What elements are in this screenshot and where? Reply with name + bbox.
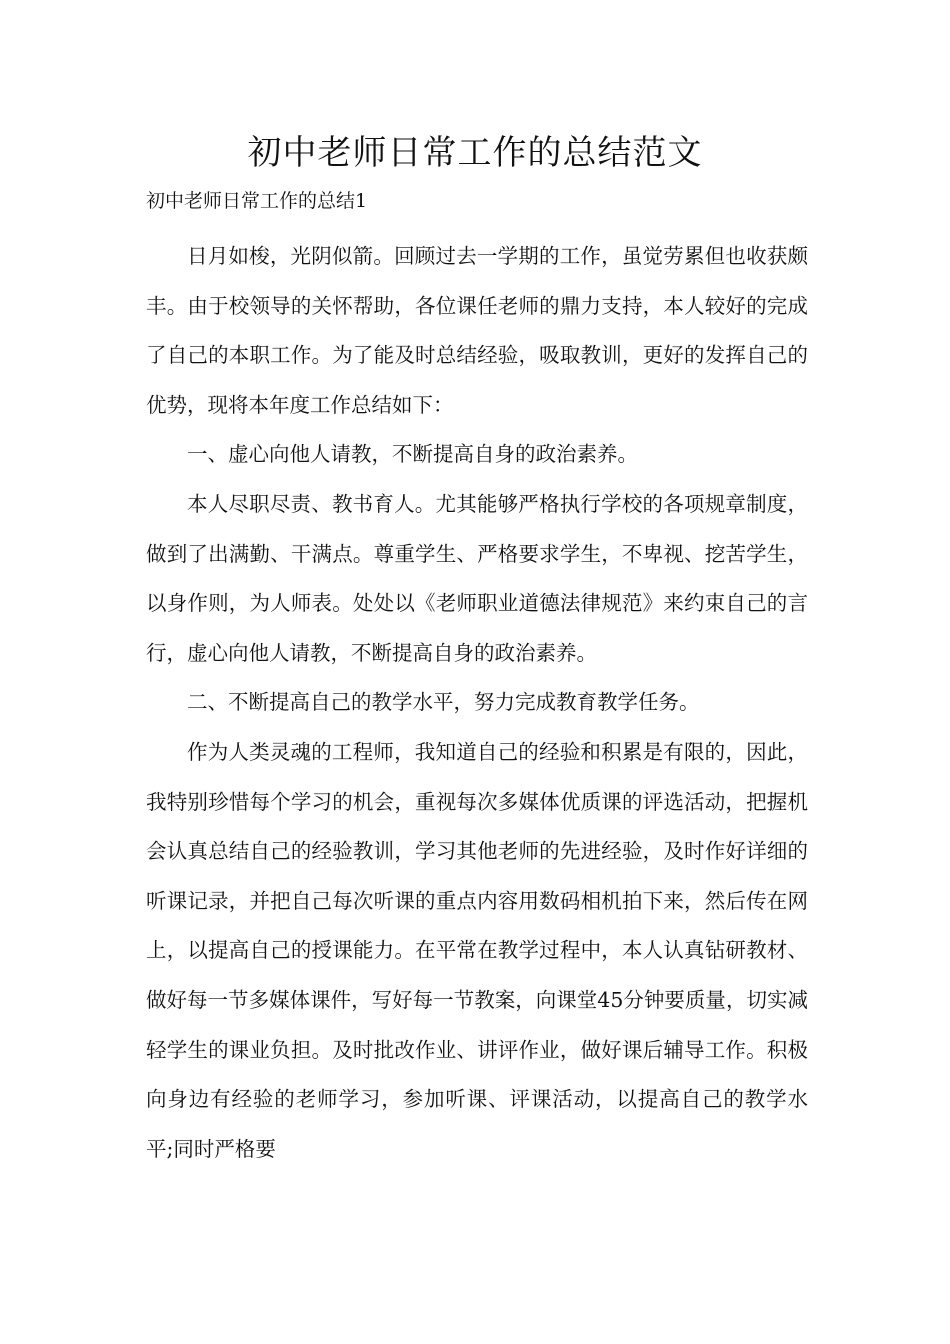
paragraph-heading-2: 二、不断提高自己的教学水平，努力完成教育教学任务。 — [187, 690, 700, 715]
paragraph-heading-1: 一、虚心向他人请教，不断提高自身的政治素养。 — [187, 442, 638, 467]
document-title: 初中老师日常工作的总结范文 — [247, 133, 703, 173]
paragraph-section-2: 作为人类灵魂的工程师，我知道自己的经验和积累是有限的，因此，我特别珍惜每个学习的机会，重视每次多媒体优质课的评选活动，把握机会认真总结自己的经验教训，学习其他老师的先进经验，及时作好详细的听课记录，并把自己每次听课的重点内容用数码相机拍下来，然后传在网上，以提高自己的授课能力。在平常在教学过程中，本人认真钻研教材、做好每一节多媒体课件，写好每一节教案，向课堂45分钟要质量，切实减轻学生的课业负担。及时批改作业、讲评作业，做好课后辅导工作。积极向身边有经验的老师学习，参加听课、评课活动，以提高自己的教学水平;同时严格要 — [146, 739, 808, 1161]
paragraph-intro: 日月如梭，光阴似箭。回顾过去一学期的工作，虽觉劳累但也收获颇丰。由于校领导的关怀帮助，各位课任老师的鼎力支持，本人较好的完成了自己的本职工作。为了能及时总结经验，吸取教训，更好的发挥自己的优势，现将本年度工作总结如下： — [146, 244, 808, 417]
paragraph-section-1: 本人尽职尽责、教书育人。尤其能够严格执行学校的各项规章制度，做到了出满勤、干满点。尊重学生、严格要求学生，不卑视、挖苦学生，以身作则，为人师表。处处以《老师职业道德法律规范》来约束自己的言行，虚心向他人请教，不断提高自身的政治素养。 — [146, 491, 808, 665]
document-body — [146, 232, 808, 1174]
document-subtitle: 初中老师日常工作的总结1 — [146, 190, 368, 212]
